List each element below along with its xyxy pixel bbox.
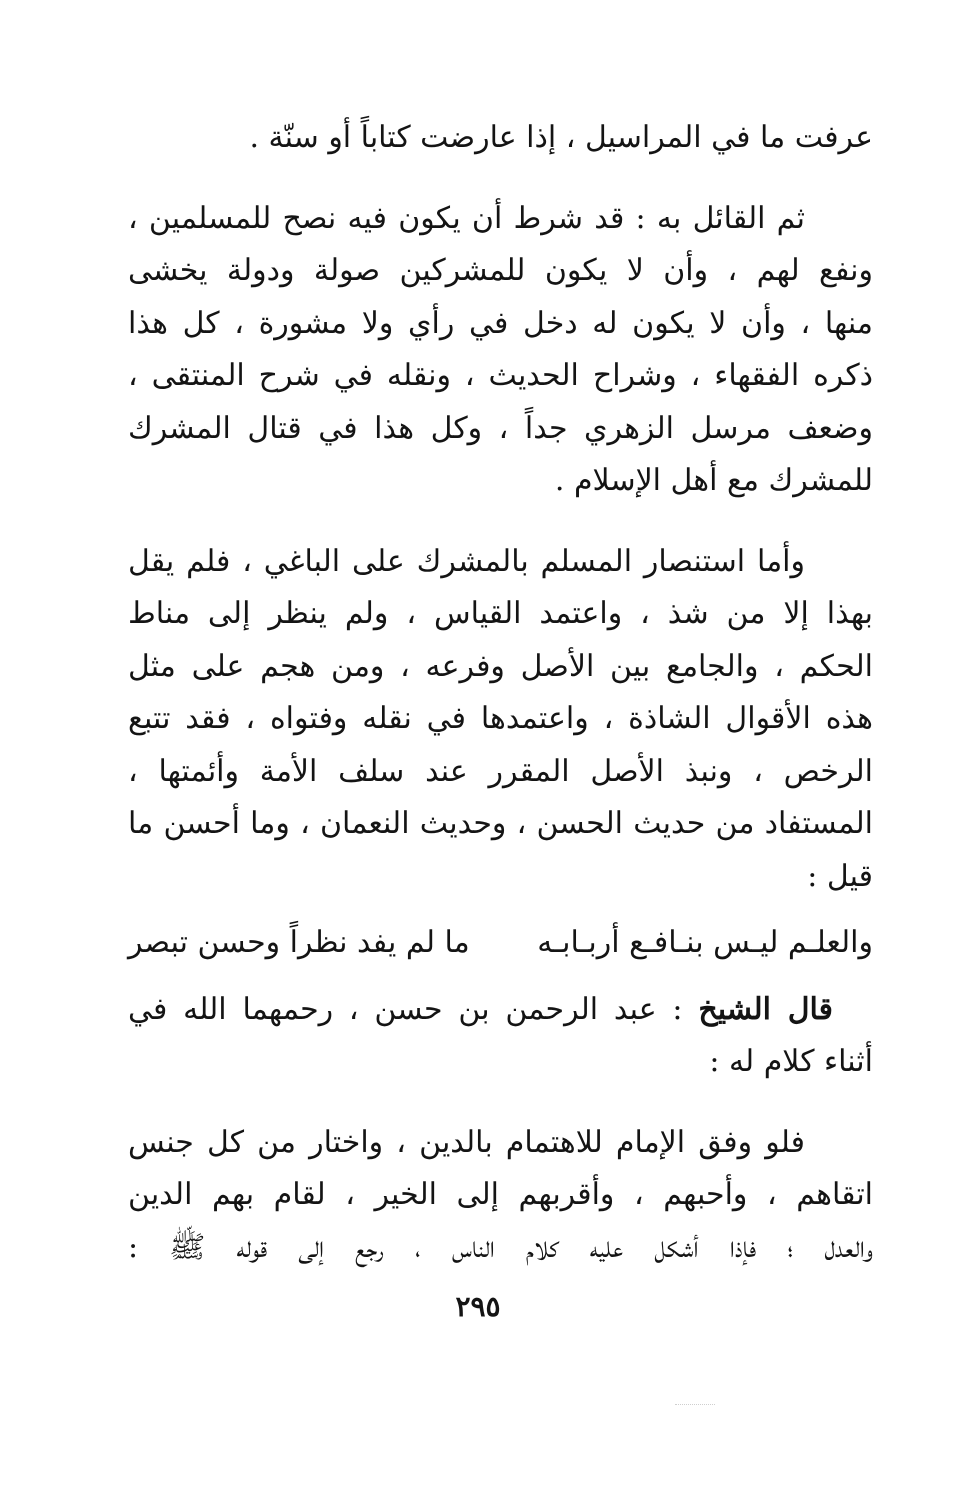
- text-line: المستفاد من حديث الحسن ، وحديث النعمان ، وما أحسن ما: [128, 806, 873, 841]
- text-line: الرخص ، ونبذ الأصل المقرر عند سلف الأمة وأئمتها ،: [128, 753, 873, 789]
- quote-introduction: [128, 984, 873, 1089]
- text-line: هذه الأقوال الشاذة ، واعتمدها في نقله وفتواه ، فقد تتبع: [128, 701, 873, 736]
- paragraph-gap: [128, 970, 873, 984]
- paragraph-continuation: [128, 112, 873, 165]
- text-line: فلو وفق الإمام للاهتمام بالدين ، واختار من كل جنس: [128, 1124, 805, 1160]
- text-line: وضعف مرسل الزهري جداً ، وكل هذا في قتال المشرك: [128, 410, 873, 446]
- scan-artifact: [675, 1404, 715, 1407]
- poetry-verse: [128, 917, 873, 970]
- speaker-detail: : عبد الرحمن بن حسن ، رحمهما الله في: [128, 991, 683, 1027]
- text-line: قيل :: [807, 858, 873, 894]
- text-line: [128, 984, 873, 1037]
- text-line: ذكره الفقهاء ، وشراح الحديث ، ونقله في شرح المنتقى ،: [128, 358, 873, 393]
- paragraph-imam: [128, 1117, 873, 1275]
- verse-first-hemistich: والعلـم ليـس بنـافـع أربـابـه: [537, 925, 873, 960]
- paragraph-gap: [128, 903, 873, 917]
- text-line: والعدل ؛ فإذا أشكل عليه كلام الناس ، رجع إلى قوله ﷺ :: [128, 1229, 873, 1265]
- text-line: بهذا إلا من شذ ، واعتمد القياس ، ولم ينظر إلى مناط: [128, 596, 873, 631]
- text-line: ونفع لهم ، وأن لا يكون للمشركين صولة ودولة يخشى: [128, 253, 873, 288]
- verse-second-hemistich: ما لم يفد نظراً وحسن تبصر: [128, 925, 470, 960]
- text-line: ثم القائل به : قد شرط أن يكون فيه نصح للمسلمين ،: [128, 200, 805, 236]
- paragraph-gap: [128, 1089, 873, 1117]
- text-line: اتقاهم ، وأحبهم ، وأقربهم إلى الخير ، لقام بهم الدين: [128, 1177, 873, 1212]
- text-line: أثناء كلام له :: [709, 1044, 873, 1079]
- text-line: الحكم ، والجامع بين الأصل وفرعه ، ومن هجم على مثل: [128, 648, 873, 684]
- page-number: ٢٩٥: [455, 1290, 501, 1323]
- page-body: [128, 112, 873, 1274]
- text-line: عرفت ما في المراسيل ، إذا عارضت كتاباً أو سنّة .: [249, 120, 873, 155]
- text-line: للمشرك مع أهل الإسلام .: [554, 463, 873, 498]
- paragraph-gap: [128, 508, 873, 536]
- text-line: وأما استنصار المسلم بالمشرك على الباغي ، فلم يقل: [128, 543, 805, 579]
- paragraph-gap: [128, 165, 873, 193]
- text-line: منها ، وأن لا يكون له دخل في رأي ولا مشورة ، كل هذا: [128, 305, 873, 341]
- speaker-name: قال الشيخ: [698, 991, 833, 1027]
- paragraph-seeking-help: [128, 536, 873, 904]
- paragraph-conditions: [128, 193, 873, 508]
